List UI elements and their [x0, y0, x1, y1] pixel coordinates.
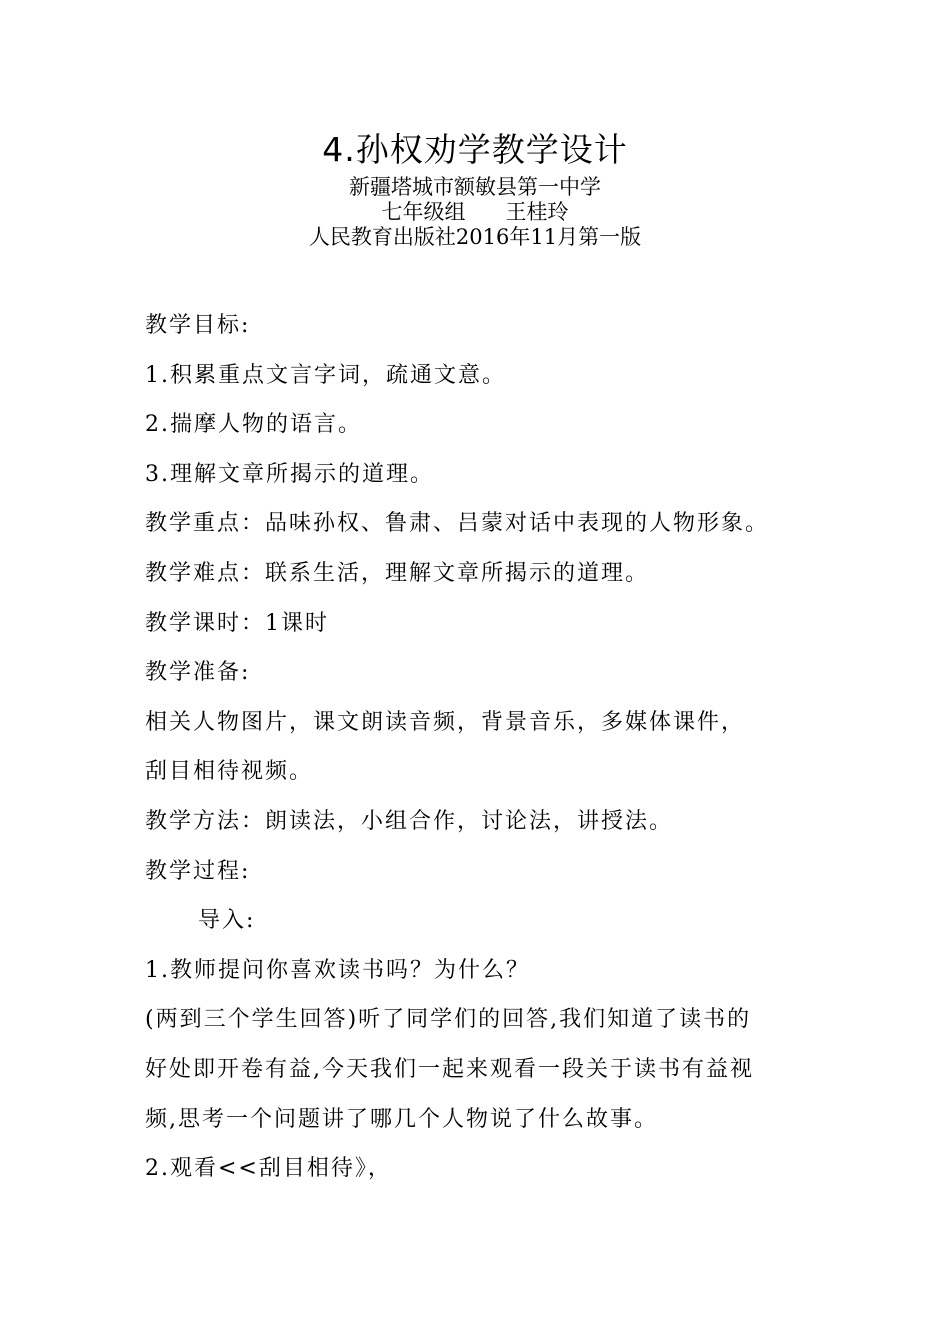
class-hours-line: 教学课时：1课时 [145, 610, 329, 636]
section-heading-process: 教学过程: [145, 858, 251, 884]
methods-line: 教学方法：朗读法，小组合作，讨论法，讲授法。 [145, 808, 674, 834]
key-point-line: 教学重点：品味孙权、鲁肃、吕蒙对话中表现的人物形象。 [145, 511, 770, 537]
paragraph-line: 相关人物图片，课文朗读音频，背景音乐，多媒体课件， [145, 709, 746, 735]
publisher-line: 人民教育出版社2016年11月第一版 [308, 225, 642, 249]
objective-item: 3.理解文章所揭示的道理。 [145, 461, 434, 487]
objective-item: 1.积累重点文言字词，疏通文意。 [145, 362, 506, 388]
grade-group: 七年级组 [381, 200, 466, 224]
author-name: 王桂玲 [505, 200, 569, 224]
subsection-heading-intro: 导入: [198, 908, 256, 934]
paragraph-line: 1.教师提问你喜欢读书吗？为什么？ [145, 957, 530, 983]
paragraph-line: 刮目相待视频。 [145, 759, 314, 785]
paragraph-line: 频,思考一个问题讲了哪几个人物说了什么故事。 [145, 1106, 658, 1132]
paragraph-line: (两到三个学生回答)听了同学们的回答,我们知道了读书的 [145, 1007, 752, 1033]
section-heading-preparation: 教学准备: [145, 660, 251, 686]
difficulty-line: 教学难点：联系生活，理解文章所揭示的道理。 [145, 560, 650, 586]
document-body [145, 309, 815, 1202]
objective-item: 2.揣摩人物的语言。 [145, 412, 362, 438]
section-heading-objectives: 教学目标: [145, 313, 251, 338]
school-name: 新疆塔城市额敏县第一中学 [349, 175, 601, 199]
document-title: 4.孙权劝学教学设计 [322, 130, 628, 169]
author-line [0, 199, 950, 225]
paragraph-line: 好处即开卷有益,今天我们一起来观看一段关于读书有益视 [145, 1056, 754, 1082]
paragraph-line: 2.观看<<刮目相待》， [145, 1156, 392, 1182]
